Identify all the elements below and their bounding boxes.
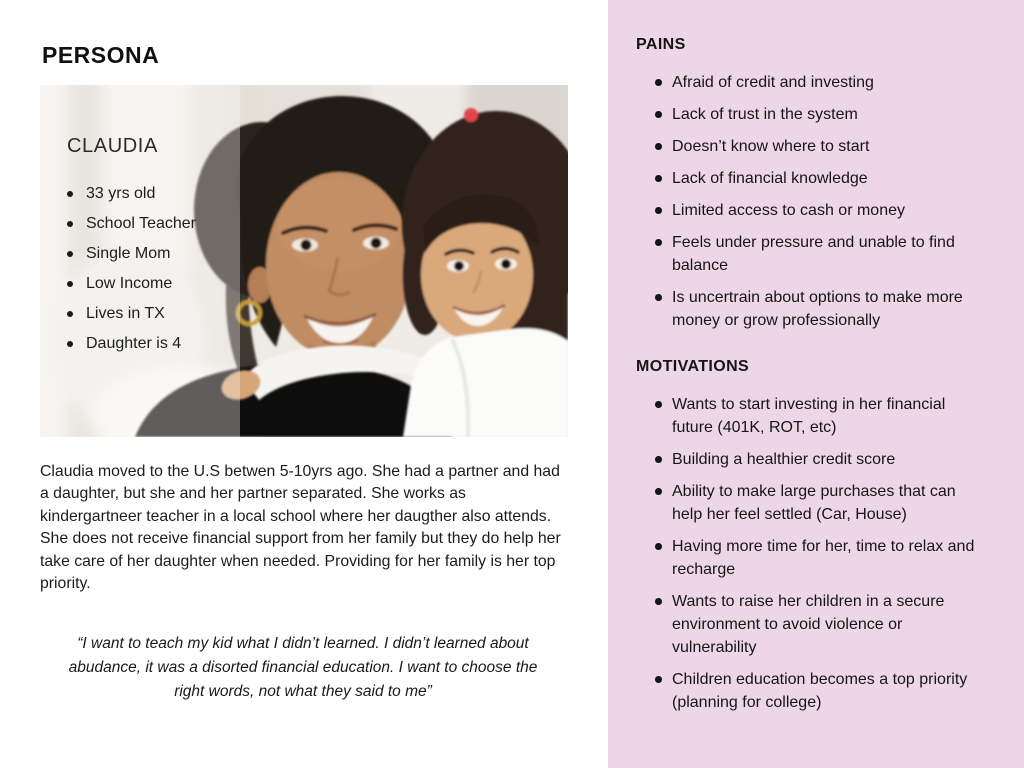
trait-item: Lives in TX <box>65 299 196 329</box>
pain-item: Limited access to cash or money <box>672 199 977 222</box>
trait-item: 33 yrs old <box>65 179 196 209</box>
trait-item: School Teacher <box>65 209 196 239</box>
motivation-item: Building a healthier credit score <box>672 448 977 471</box>
pain-item: Lack of trust in the system <box>672 103 977 126</box>
motivation-item: Children education becomes a top priority (planning for college) <box>672 668 977 714</box>
motivation-item: Wants to start investing in her financial future (401K, ROT, etc) <box>672 393 977 439</box>
pain-item: Feels under pressure and unable to find balance <box>672 231 977 277</box>
trait-list <box>65 179 196 359</box>
pains-list <box>636 71 977 332</box>
pains-heading: PAINS <box>636 36 686 53</box>
persona-bio: Claudia moved to the U.S betwen 5-10yrs ago. She had a partner and had a daughter, but she and her partner separated. She works as kindergartneer teacher in a local school where her daugther also attends. She does not receive financial support from her family but they do help her take care of her daughter when needed. Providing for her family is her top priority. <box>40 463 561 593</box>
persona-name: CLAUDIA <box>67 135 158 157</box>
pain-item: Lack of financial knowledge <box>672 167 977 190</box>
motivation-item: Wants to raise her children in a secure environment to avoid violence or vulnerability <box>672 590 977 659</box>
trait-item: Daughter is 4 <box>65 329 196 359</box>
pain-item: Is uncertrain about options to make more money or grow professionally <box>672 286 977 332</box>
trait-item: Low Income <box>65 269 196 299</box>
persona-quote: “I want to teach my kid what I didn’t learned. I didn’t learned about abudance, it was a disorted financial education. I want to choose the right words, not what they said to me” <box>68 635 538 700</box>
daughter-figure <box>402 108 568 437</box>
motivations-list <box>636 393 977 714</box>
pain-item: Doesn’t know where to start <box>672 135 977 158</box>
pain-item: Afraid of credit and investing <box>672 71 977 94</box>
motivations-heading: MOTIVATIONS <box>636 358 750 375</box>
trait-item: Single Mom <box>65 239 196 269</box>
page-title: PERSONA <box>42 42 160 68</box>
pains-motivations-panel <box>608 0 1024 768</box>
motivation-item: Having more time for her, time to relax and recharge <box>672 535 977 581</box>
motivation-item: Ability to make large purchases that can help her feel settled (Car, House) <box>672 480 977 526</box>
persona-photo <box>40 85 568 437</box>
